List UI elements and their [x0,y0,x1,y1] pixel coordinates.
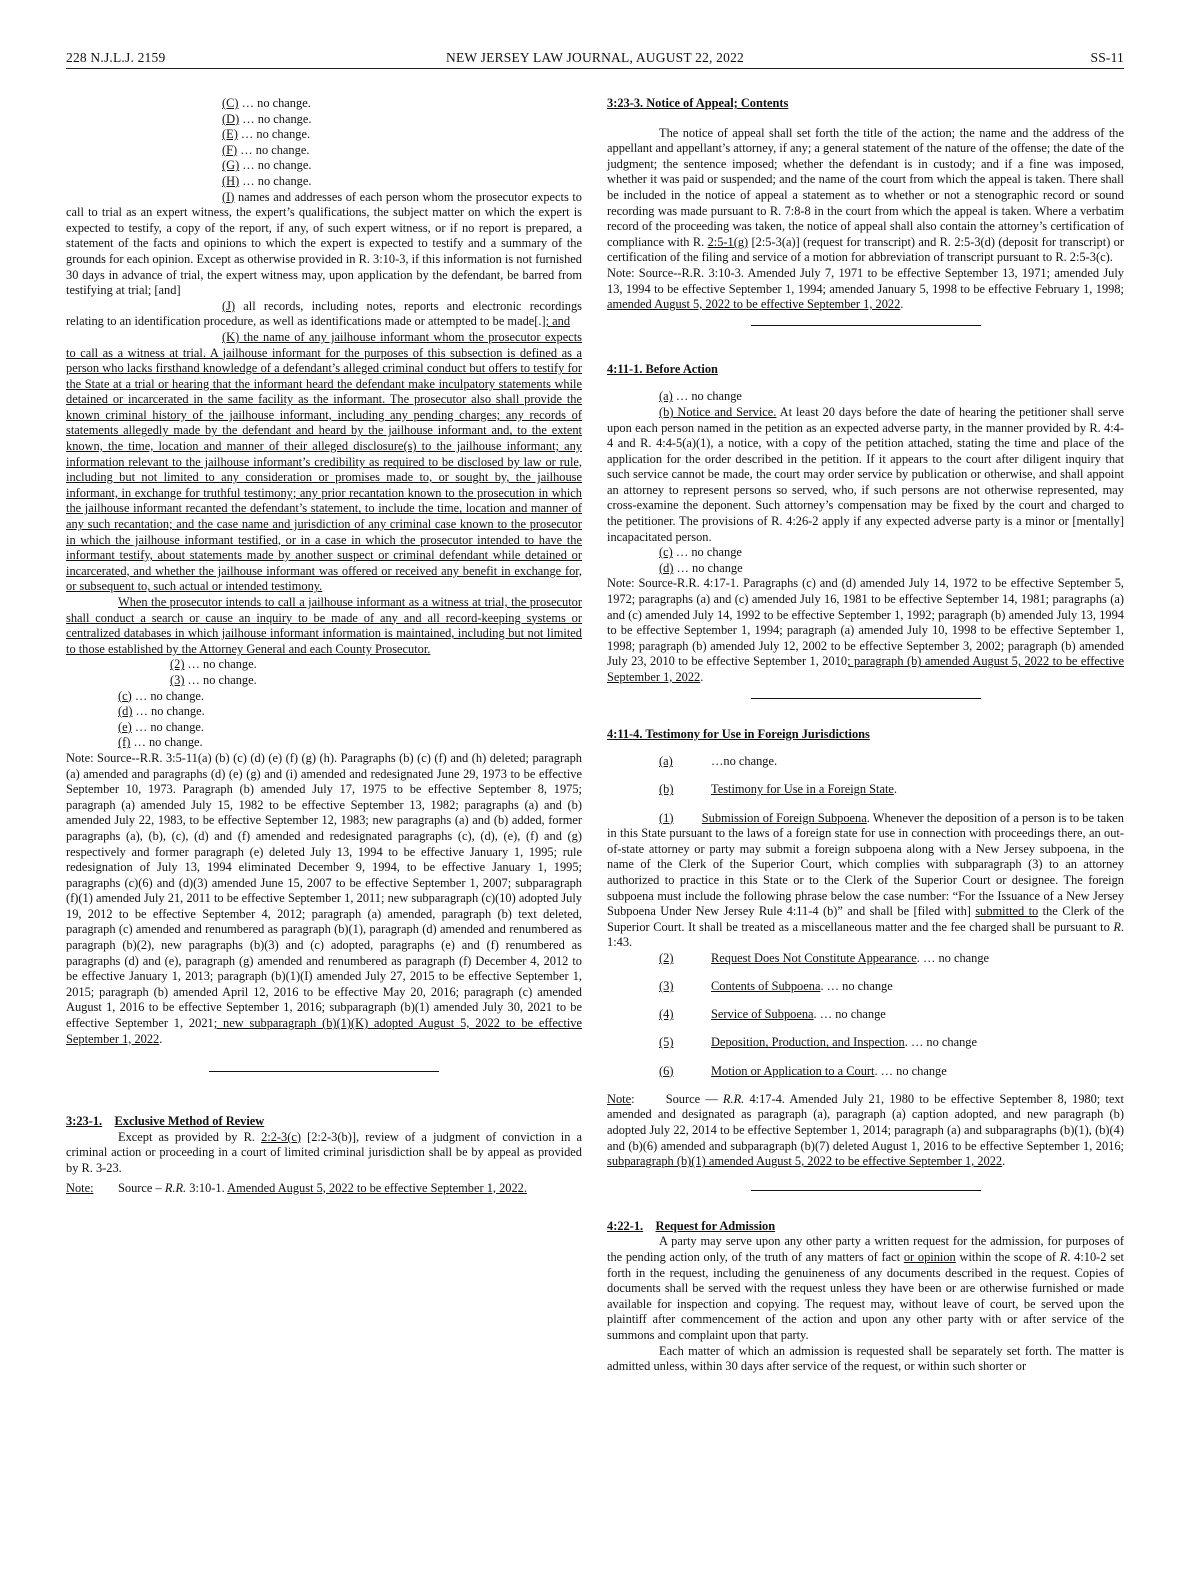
section-divider [209,1071,439,1072]
section-divider [751,698,981,699]
list-item: (c) … no change. [118,688,205,703]
list-item: (d) … no change [659,560,743,575]
header-rule [66,68,1124,69]
publication-title: NEW JERSEY LAW JOURNAL, AUGUST 22, 2022 [446,50,744,65]
list-item: (e) … no change. [118,719,205,734]
source-note: Note: Source — R.R. 4:17-4. Amended July 21, 1980 to be effective September 8, 1980; text amended and designated as paragraph (a), paragraph (a) caption adopted, and new paragraph (b) adopted July 22, 2014 to be effective September 1, 2014; paragraph (a) and subparagraphs (b)(1), (b)(4) and (b)(6) amended and subparagraph (b)(7) deleted August 1, 2016 to be effective September 1, 2016; subparagraph (b)(1) amended August 5, 2022 to be effective September 1, 2022. [607,1091,1124,1169]
list-item: (H) … no change. [222,173,312,188]
left-column [66,96,582,1196]
subitems-2-3 [66,657,582,688]
list-item: (3) … no change. [170,672,257,687]
list-item: (C) … no change. [222,96,311,110]
list-item: (G) … no change. [222,158,312,173]
subitems-c-h [66,96,582,190]
citation: 228 N.J.L.J. 2159 [66,50,166,65]
section-body: Each matter of which an admission is requested shall be separately set forth. The matter is admitted unless, within 30 days after service of the request, or within such shorter or [607,1343,1124,1374]
paragraph-foreign-subpoena: (1) Submission of Foreign Subpoena. Whenever the deposition of a person is to be taken in this State pursuant to the laws of a foreign state for use in connection with proceedings there, an out-of-state attorney or party may submit a foreign subpoena along with a New Jersey subpoena, in the name of the Clerk of the Superior Court, which complies with subparagraph (3) to an attorney authorized to practice in this State or to the Clerk of the Superior Court or designee. The foreign subpoena must include the following phrase below the case number: “For the Issuance of a New Jersey Subpoena Under New Jersey Rule 4:11-4 (b)” and shall be [filed with] submitted to the Clerk of the Superior Court. It shall be treated as a miscellaneous matter and the fee charged shall be pursuant to R. 1:43. [607,810,1125,950]
paragraph-jailhouse-search: When the prosecutor intends to call a jailhouse informant as a witness at trial, the prosecutor shall conduct a search or cause an inquiry to be made of any and all record-keeping systems or centralized databases in which jailhouse informant information is maintained, including but not limited to those established by the Attorney General and each County Prosecutor. [66,595,582,656]
list-item: (D) … no change. [222,111,312,126]
list-item: (c) … no change [659,545,742,560]
list-item: (f) … no change. [118,735,203,750]
paragraph-b-notice: (b) Notice and Service. At least 20 days before the date of hearing the petitioner shall serve upon each person named in the petition as an expected adverse party, in the manner provided by R. 4:4-4 and R. 4:4-5(a)(1), a notice, with a copy of the petition attached, stating the time and place of the application for the order described in the petition. If it appears to the court after diligent inquiry that such service cannot be made, the court may order service by publication or otherwise, and shall appoint an attorney to represent persons so served, who, if such persons are not otherwise represented, may cross-examine the deponent. Such attorney’s compensation may be fixed by the court and charged to the petitioner. The provisions of R. 4:26-2 apply if any expected adverse party is a minor or [mentally] incapacitated person. [607,404,1124,544]
source-note: Note: Source-R.R. 4:17-1. Paragraphs (c) and (d) amended July 14, 1972 to be effective September 5, 1972; paragraphs (a) and (c) amended July 16, 1981 to be effective September 14, 1981; paragraphs (a) and (c) amended July 14, 1992 to be effective September 1, 1992; paragraph (b) amended July 13, 1994 to be effective September 1, 1994; paragraph (a) amended July 10, 1998 to be effective September 1, 1998; paragraph (b) amended July 12, 2002 to be effective September 3, 2002; paragraph (b) amended July 23, 2010 to be effective September 1, 2010; paragraph (b) amended August 5, 2022 to be effective September 1, 2022. [607,576,1124,684]
list-item: (2) Request Does Not Constitute Appearance. … no change [659,950,990,965]
list-item: (F) … no change. [222,142,310,157]
paragraph-i: (I) names and addresses of each person whom the prosecutor expects to call to trial as an expert witness, the expert’s qualifications, the subject matter on which the expert is expected to testify, a copy of the report, if any, of such expert witness, or if no report is prepared, a statement of the facts and opinions to which the expert is expected to testify and a summary of the grounds for each opinion. Except as otherwise provided in R. 3:10-3, if this information is not furnished 30 days in advance of trial, the expert witness may, upon application by the defendant, be barred from testifying at trial; [and] [66,189,582,298]
page-number: SS-11 [1090,50,1124,65]
section-divider [751,325,981,326]
source-note: Note: Source--R.R. 3:5-11(a) (b) (c) (d) (e) (f) (g) (h). Paragraphs (b) (c) (f) and (h) deleted; paragraph (a) amended and paragraphs (d) (e) (g) and (i) amended and redesignated June 29, 1973 to be effective September 10, 1973. Paragraph (b) amended July 17, 1975 to be effective September 8, 1975; paragraph (a) amended July 15, 1982 to be effective September 13, 1982; paragraphs (a) and (b) amended July 22, 1983, to be effective September 12, 1983; new paragraphs (a) and (b) added, former paragraphs (a), (b), (c), (d) and (f) amended and redesignated paragraphs (c), (d), (e), (f) and (g) respectively and former paragraph (e) deleted July 13, 1994 to be effective January 1, 1995; rule redesignation of July 13, 1994 eliminated December 9, 1994, to be effective January 1, 1995; paragraphs (c)(6) and (d)(3) amended June 15, 2007 to be effective September 1, 2007; subparagraph (f)(1) amended July 21, 2011 to be effective September 1, 2011; new subparagraph (c)(10) adopted July 19, 2012 to be effective September 4, 2012; paragraph (a) amended, paragraph (b) text deleted, paragraph (c) amended and renumbered as paragraph (b)(1), paragraph (d) amended and renumbered as paragraph (b)(2), new paragraphs (b)(3) and (c) adopted, paragraphs (e) and (f) renumbered as paragraphs (d) and (e), paragraph (g) amended and renumbered as paragraph (f) December 4, 2012 to be effective January 1, 2013; paragraph (b)(1)(I) amended July 27, 2015 to be effective September 1, 2015; paragraph (b) amended April 12, 2016 to be effective May 20, 2016; paragraph (c) amended August 1, 2016 to be effective September 1, 2016; subparagraph (b)(1) amended July 30, 2021 to be effective September 1, 2021; new subparagraph (b)(1)(K) adopted August 5, 2022 to be effective September 1, 2022. [66,750,582,1046]
list-item: (E) … no change. [222,127,311,142]
section-heading-4-11-4: 4:11-4. Testimony for Use in Foreign Jurisdictions [607,726,870,741]
list-item: (d) … no change. [118,704,205,719]
section-body: Except as provided by R. 2:2-3(c) [2:2-3(b)], review of a judgment of conviction in a criminal action or proceeding in a court of limited criminal jurisdiction shall be by appeal as provided by R. 3-23. [66,1129,582,1175]
section-body: The notice of appeal shall set forth the title of the action; the name and the address of the appellant and appellant’s attorney, if any; a general statement of the nature of the offense; the date of the judgment; the sentence imposed; whether the defendant is in custody; and if a fine was imposed, whether it was paid or suspended; and the name of the court from which the appeal is taken. There shall be included in the notice of appeal a statement as to whether or not a stenographic record or sound recording was made pursuant to R. 7:8-8 in the court from which the appeal is taken. Where a verbatim record of the proceeding was taken, the notice of appeal shall also contain the attorney’s certification of compliance with R. 2:5-1(g) [2:5-3(a)] (request for transcript) and R. 2:5-3(d) (deposit for transcript) or certification of the filing and service of a motion for abbreviation of transcript pursuant to R. 2:5-3(c). [607,125,1125,265]
list-item: (5) Deposition, Production, and Inspection. … no change [659,1035,978,1050]
list-item: (4) Service of Subpoena. … no change [659,1007,886,1022]
source-note: Note: Source – R.R. 3:10-1. Amended August 5, 2022 to be effective September 1, 2022. [66,1180,527,1195]
right-column [607,96,1124,1375]
section-heading-4-11-1: 4:11-1. Before Action [607,361,718,376]
source-note: Note: Source--R.R. 3:10-3. Amended July 7, 1971 to be effective September 13, 1971; amended July 13, 1994 to be effective September 1, 1994; amended January 5, 1998 to be effective February 1, 1998; amended August 5, 2022 to be effective September 1, 2022. [607,265,1124,312]
section-heading-4-22-1: 4:22-1. Request for Admission [607,1218,776,1233]
list-item: (a) …no change. [659,754,778,769]
paragraph-k: (K) the name of any jailhouse informant whom the prosecutor expects to call as a witness at trial. A jailhouse informant for the purposes of this subsection is defined as a person who lacks firsthand knowledge of a defendant’s alleged criminal conduct but offers to testify for the State at a trial or hearing that the informant heard the defendant make inculpatory statements while detained or incarcerated in the same facility as the informant. The prosecutor also shall provide the known criminal history of the jailhouse informant, including any pending charges; any records of statements allegedly made by the defendant and heard by the jailhouse informant and, to the extent known, the time, location and manner of their alleged disclosure(s) to the jailhouse informant; any information relevant to the jailhouse informant’s credibility as required to be disclosed by law or rule, including but not limited to any consideration or promises made to, or sought by, the jailhouse informant, in exchange for truthful testimony; any prior recantation known to the prosecution in which the jailhouse informant recanted the defendant’s statement, to include the time, location and manner of any such recantation; and the case name and jurisdiction of any criminal case known to the prosecutor in which the jailhouse informant testified, or in a case in which the prosecutor intended to have the informant testify, about statements made by another suspect or criminal defendant while detained or incarcerated, and whether the jailhouse informant was offered or received any benefit in exchange for, or subsequent to, such actual or intended testimony. [66,329,582,594]
list-item: (b) Testimony for Use in a Foreign State. [659,782,898,797]
list-item: (a) … no change [659,389,742,404]
section-heading-3-23-3: 3:23-3. Notice of Appeal; Contents [607,96,789,110]
list-item: (2) … no change. [170,657,257,672]
section-heading-3-23-1: 3:23-1. Exclusive Method of Review [66,1114,265,1129]
list-item: (6) Motion or Application to a Court. … no change [659,1063,947,1078]
section-divider [751,1190,981,1191]
paragraph-j: (J) all records, including notes, reports and electronic recordings relating to an identification procedure, as well as identifications made or attempted to be made[.]; and [66,298,582,329]
running-header [66,50,1124,68]
subitems-c-f [66,689,582,751]
list-item: (3) Contents of Subpoena. … no change [659,979,893,994]
section-body: A party may serve upon any other party a written request for the admission, for purposes of the pending action only, of the truth of any matters of fact or opinion within the scope of R. 4:10-2 set forth in the request, including the genuineness of any documents described in the request. Copies of documents shall be served with the request unless they have been or are otherwise furnished or made available for inspection and copying. The request may, without leave of court, be served upon the plaintiff after commencement of the action and upon any other party with or after service of the summons and complaint upon that party. [607,1234,1124,1342]
